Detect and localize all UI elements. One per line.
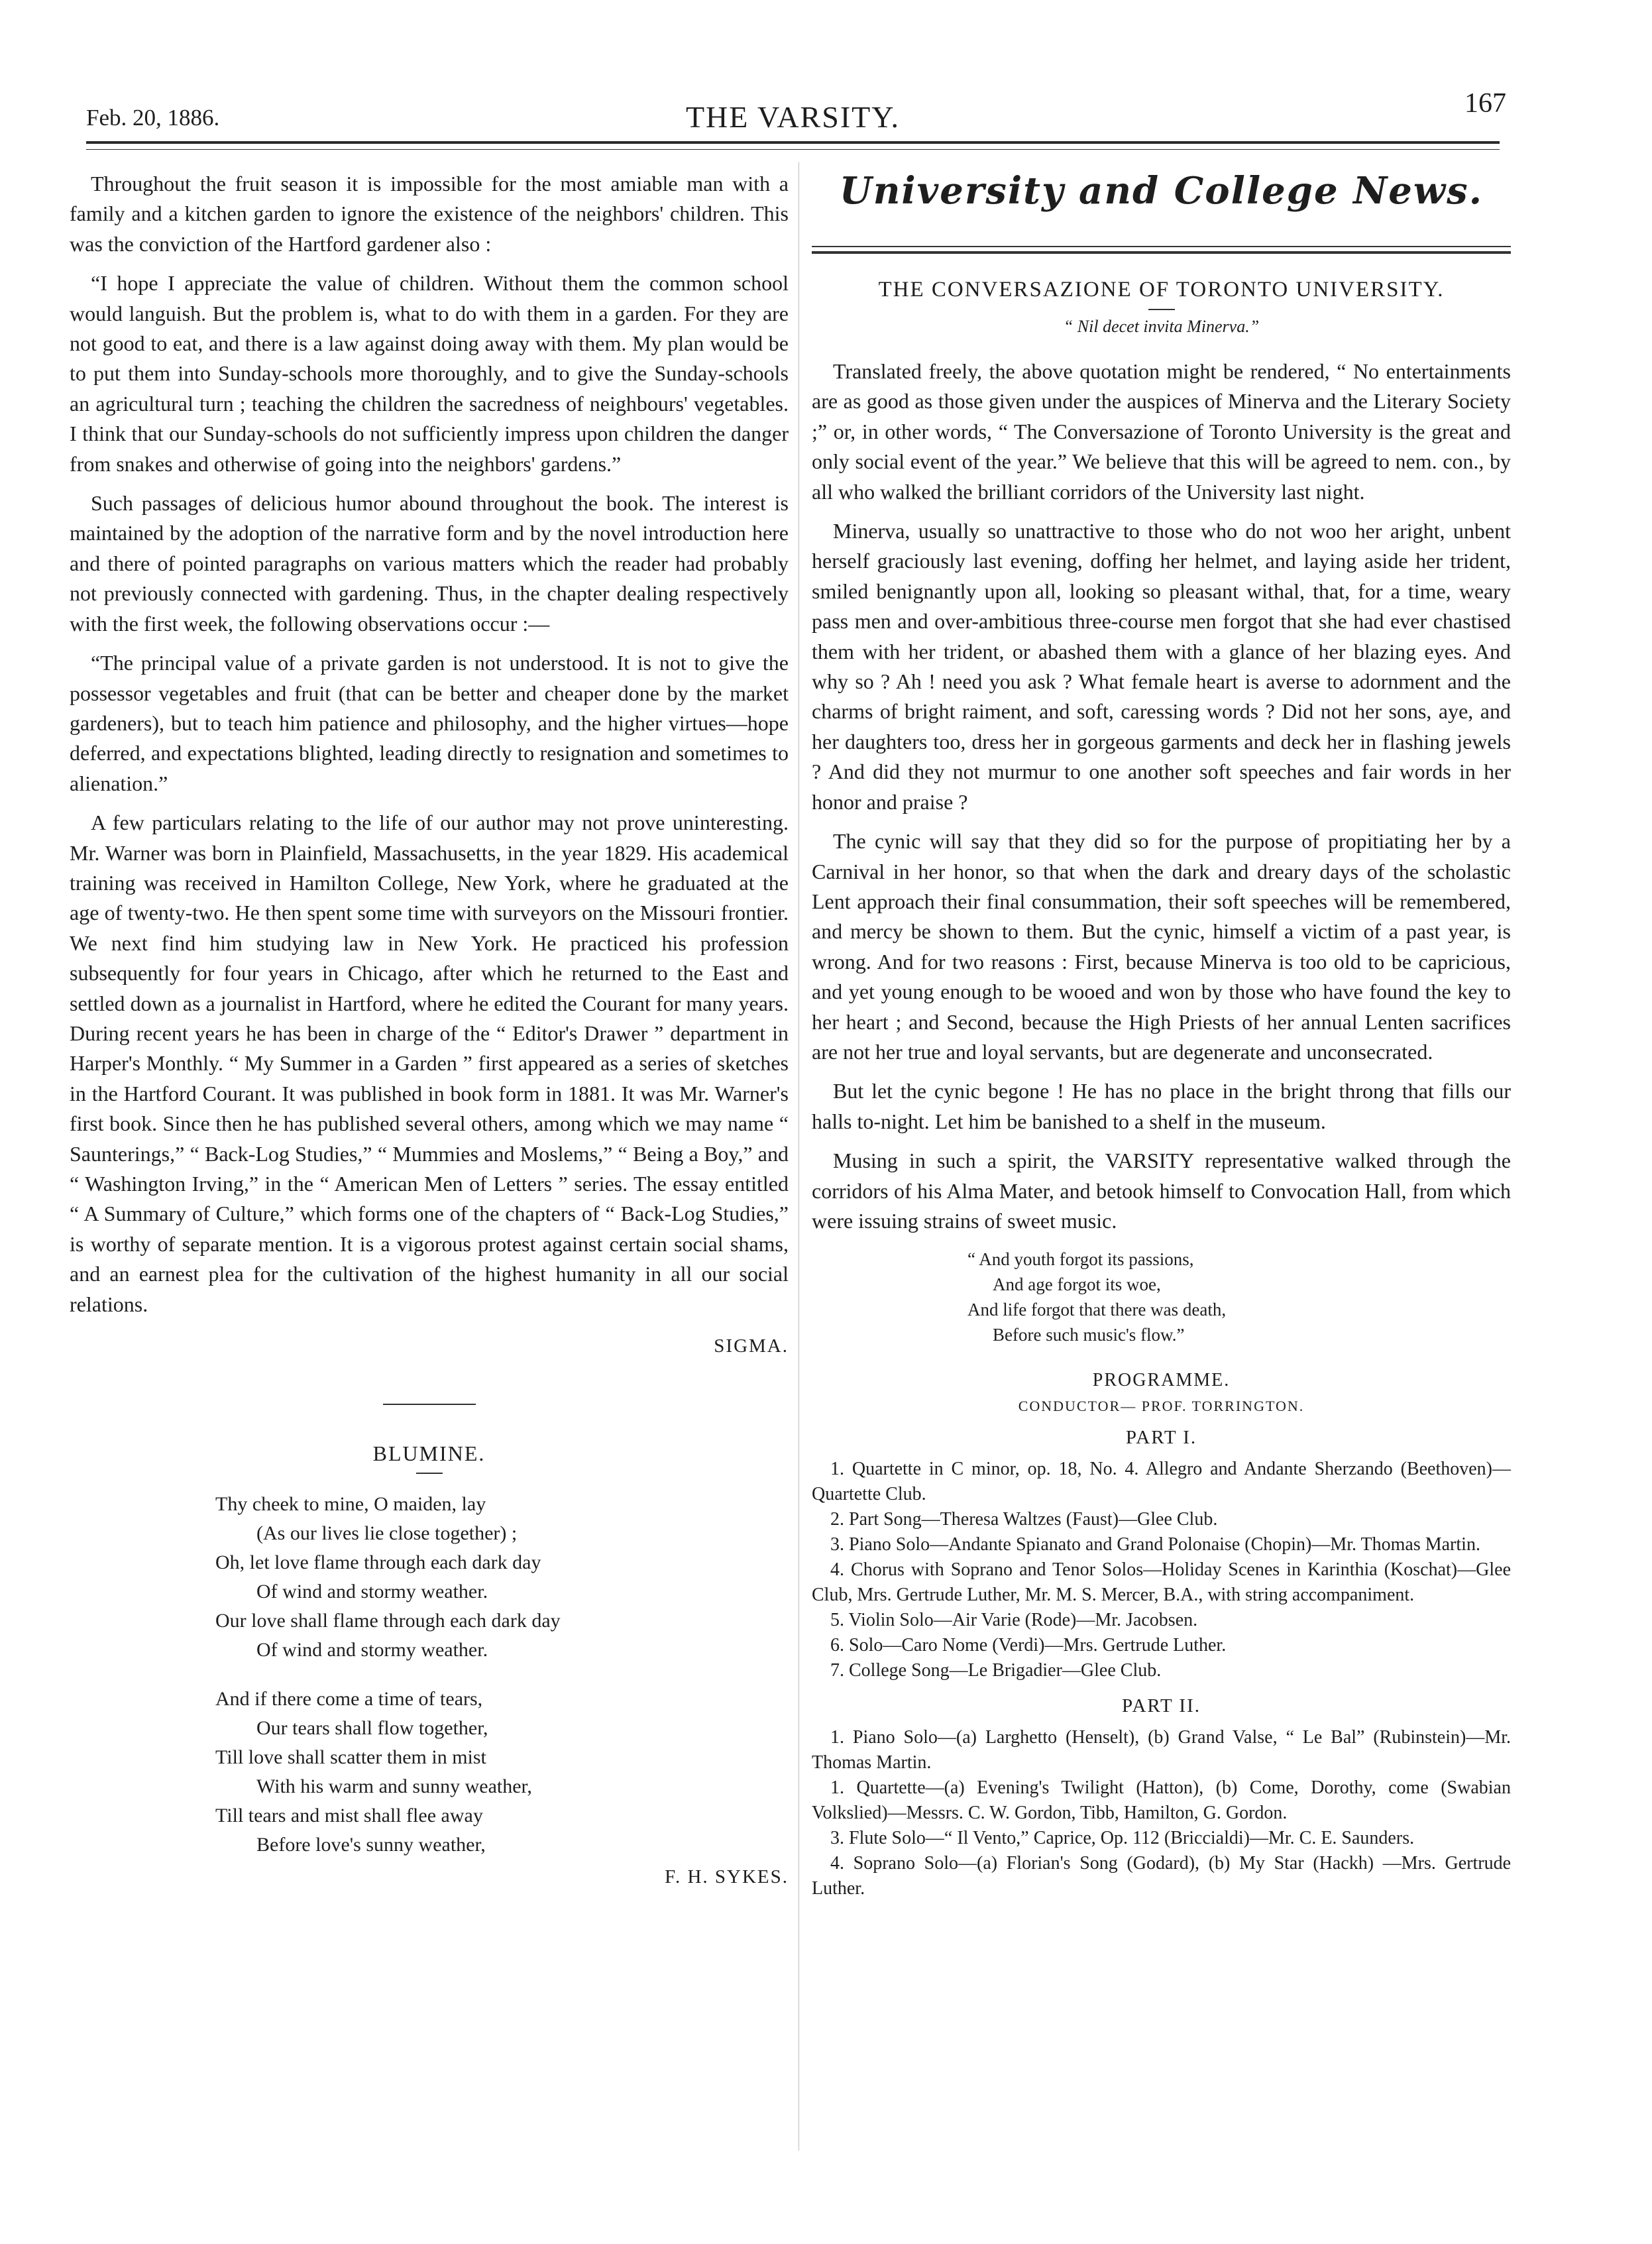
section-rule <box>812 246 1511 247</box>
article-title: THE CONVERSAZIONE OF TORONTO UNIVERSITY. <box>878 278 1445 302</box>
verse-line: “ And youth forgot its passions, <box>967 1249 1194 1270</box>
poem-line: Our tears shall flow together, <box>256 1717 488 1740</box>
verse-line: And life forgot that there was death, <box>967 1300 1227 1320</box>
article-motto: “ Nil decet invita Minerva.” <box>1063 317 1260 336</box>
poem-line: And if there come a time of tears, <box>215 1688 483 1711</box>
programme-item: 4. Chorus with Soprano and Tenor Solos—Holiday Scenes in Karinthia (Koschat)—Glee Club, Mrs. Gertrude Luther, Mr. M. S. Mercer, B.A., with string accompaniment. <box>812 1559 1511 1606</box>
page-number: 167 <box>1464 88 1506 119</box>
verse-line: Before such music's flow.” <box>993 1325 1185 1345</box>
poem-line: With his warm and sunny weather, <box>256 1775 532 1798</box>
article-paragraph: Minerva, usually so unattractive to those who do not woo her aright, unbent herself graciously last evening, doffing her helmet, and laying aside her trident, smiled benignantly upon all, looking so pleasant withal, that, for a time, weary pass men and over-ambitious three-course men forgot that she had ever chastised them with her trident, or abashed them with a glance of her blazing eyes. And why so ? Ah ! need you ask ? What female heart is averse to adornment and the charms of bright raiment, and soft, caressing words ? Did not her sons, aye, and her daughters too, dress her in gorgeous garments and deck her in flashing jewels ? And did they not murmur to one another soft speeches and fair words in her honor and praise ? <box>812 519 1511 814</box>
review-paragraph: A few particulars relating to the life of our author may not prove uninteresting. Mr. Warner was born in Plainfield, Massachusetts, in the year 1829. His academical training was received in Hamilton College, New York, where he graduated at the age of twenty-two. He then spent some time with surveyors on the Missouri frontier. We next find him studying law in New York. He practiced his profession subsequently for four years in Chicago, after which he returned to the East and settled down as a journalist in Hartford, where he edited the Courant for many years. During recent years he has been in charge of the “ Editor's Drawer ” department in Harper's Monthly. “ My Summer in a Garden ” first appeared as a series of sketches in the Hartford Courant. It was published in book form in 1881. It was Mr. Warner's first book. Since then he has published several others, among which we may name “ Saunterings,” “ Back-Log Studies,” “ Mummies and Moslems,” “ Being a Boy,” and “ Washington Irving,” in the “ American Men of Letters ” series. The essay entitled “ A Summary of Culture,” which forms one of the chapters of “ Back-Log Studies,” is worthy of separate mention. It is a vigorous protest against certain social shams, and an earnest plea for the cultivation of the highest humanity in all our social relations. <box>70 811 789 1316</box>
programme-item: 1. Quartette—(a) Evening's Twilight (Hatton), (b) Come, Dorothy, come (Swabian Volkslied)—Messrs. C. W. Gordon, Tibb, Hamilton, G. Gordon. <box>812 1777 1511 1824</box>
review-paragraph: Such passages of delicious humor abound throughout the book. The interest is maintained by the adoption of the narrative form and by the novel introduction here and there of pointed paragraphs on various matters which the reader had probably not previously connected with gardening. Thus, in the chapter dealing respectively with the first week, the following observations occur :— <box>70 491 789 636</box>
article-paragraph: The cynic will say that they did so for the purpose of propitiating her by a Carnival in her honor, so that when the dark and dreary days of the scholastic Lent approach their final consummation, their soft speeches will be remembered, and mercy be shown to them. But the cynic, himself a victim of a past year, is wrong. And for two reasons : First, because Minerva is too old to be capricious, and yet young enough to be wooed and won by those who have found the key to her heart ; and Second, because the High Priests of her annual Lenten sacrifices are not her true and loyal servants, but are degenerate and unconsecrated. <box>812 829 1511 1064</box>
poem <box>70 1490 789 1860</box>
programme-conductor: CONDUCTOR— PROF. TORRINGTON. <box>1018 1398 1305 1415</box>
review-quote: “I hope I appreciate the value of children. Without them the common school would languish. But the problem is, what to do with them in a garden. For they are not good to eat, and there is a law against doing away with them. My plan would be to put them into Sunday-schools more thoroughly, and to give the Sunday-schools an agricultural turn ; teaching the children the sacredness of neighbours' vegetables. I think that our Sunday-schools do not sufficiently impress upon children the danger from snakes and otherwise of going into the neighbors' gardens.” <box>70 271 789 476</box>
poem-line: Our love shall flame through each dark day <box>215 1610 561 1632</box>
column-divider <box>798 162 799 2151</box>
title-rule <box>1148 309 1175 310</box>
article-paragraph: But let the cynic begone ! He has no place in the bright throng that fills our halls to-night. Let him be banished to a shelf in the museum. <box>812 1079 1511 1133</box>
programme-item: 1. Quartette in C minor, op. 18, No. 4. Allegro and Andante Sherzando (Beethoven)—Quartette Club. <box>812 1459 1511 1505</box>
programme-item: 2. Part Song—Theresa Waltzes (Faust)—Glee Club. <box>830 1509 1218 1530</box>
programme-item: 6. Solo—Caro Nome (Verdi)—Mrs. Gertrude Luther. <box>830 1635 1227 1656</box>
review-paragraph: Throughout the fruit season it is impossible for the most amiable man with a family and a kitchen garden to ignore the existence of the neighbors' children. This was the conviction of the Hartford gardener also : <box>70 172 789 256</box>
issue-date: Feb. 20, 1886. <box>86 105 220 131</box>
programme-item: 7. College Song—Le Brigadier—Glee Club. <box>830 1660 1162 1681</box>
programme-item: 4. Soprano Solo—(a) Florian's Song (Godard), (b) My Star (Hackh) —Mrs. Gertrude Luther. <box>812 1853 1511 1899</box>
masthead-title: THE VARSITY. <box>685 100 901 134</box>
programme-item: 3. Flute Solo—“ Il Vento,” Caprice, Op. 112 (Briccialdi)—Mr. C. E. Saunders. <box>830 1828 1415 1849</box>
poem-line: Till love shall scatter them in mist <box>215 1746 486 1769</box>
verse-quote <box>812 1247 1511 1347</box>
poem-line: (As our lives lie close together) ; <box>256 1522 518 1545</box>
programme-item: 3. Piano Solo—Andante Spianato and Grand Polonaise (Chopin)—Mr. Thomas Martin. <box>830 1534 1480 1555</box>
poem-line: Before love's sunny weather, <box>256 1834 486 1856</box>
section-title: University and College News. <box>839 169 1484 213</box>
right-column <box>812 169 1511 1901</box>
poem-line: Thy cheek to mine, O maiden, lay <box>215 1493 486 1516</box>
title-rule <box>416 1473 443 1474</box>
article-paragraph: Translated freely, the above quotation might be rendered, “ No entertainments are as good as those given under the auspices of Minerva and the Literary Society ;” or, in other words, “ The Conversazione of Toronto University is the great and only social event of the year.” We believe that this will be agreed to nem. con., by all who walked the brilliant corridors of the University last night. <box>812 359 1511 504</box>
poem-line: Of wind and stormy weather. <box>256 1639 488 1661</box>
poem-stanza-break <box>215 1665 789 1685</box>
left-column <box>70 169 789 1888</box>
poem-line: Of wind and stormy weather. <box>256 1581 488 1603</box>
programme-part-title: PART I. <box>1125 1427 1197 1449</box>
header-rule-thin <box>86 149 1500 150</box>
poem-line: Oh, let love flame through each dark day <box>215 1551 541 1574</box>
poem-title: BLUMINE. <box>372 1441 486 1466</box>
review-quote: “The principal value of a private garden is not understood. It is not to give the possessor vegetables and fruit (that can be better and cheaper done by the market gardeners), but to teach him patience and philosophy, and the higher virtues—hope deferred, and expectations blighted, leading directly to resignation and sometimes to alienation.” <box>70 651 789 795</box>
programme-item: 5. Violin Solo—Air Varie (Rode)—Mr. Jacobsen. <box>830 1610 1198 1631</box>
programme-part-title: PART II. <box>1121 1695 1201 1717</box>
article-signature: SIGMA. <box>714 1335 789 1357</box>
poem-line: Till tears and mist shall flee away <box>215 1805 483 1827</box>
programme-title: PROGRAMME. <box>1092 1370 1231 1391</box>
poem-author: F. H. SYKES. <box>665 1866 789 1888</box>
header-rule <box>86 141 1500 144</box>
programme-item: 1. Piano Solo—(a) Larghetto (Henselt), (b) Grand Valse, “ Le Bal” (Rubinstein)—Mr. Thomas Martin. <box>812 1727 1511 1773</box>
verse-line: And age forgot its woe, <box>993 1274 1161 1295</box>
article-paragraph: Musing in such a spirit, the VARSITY representative walked through the corridors of his Alma Mater, and betook himself to Convocation Hall, from which were issuing strains of sweet music. <box>812 1149 1511 1233</box>
page-header <box>80 80 1506 139</box>
